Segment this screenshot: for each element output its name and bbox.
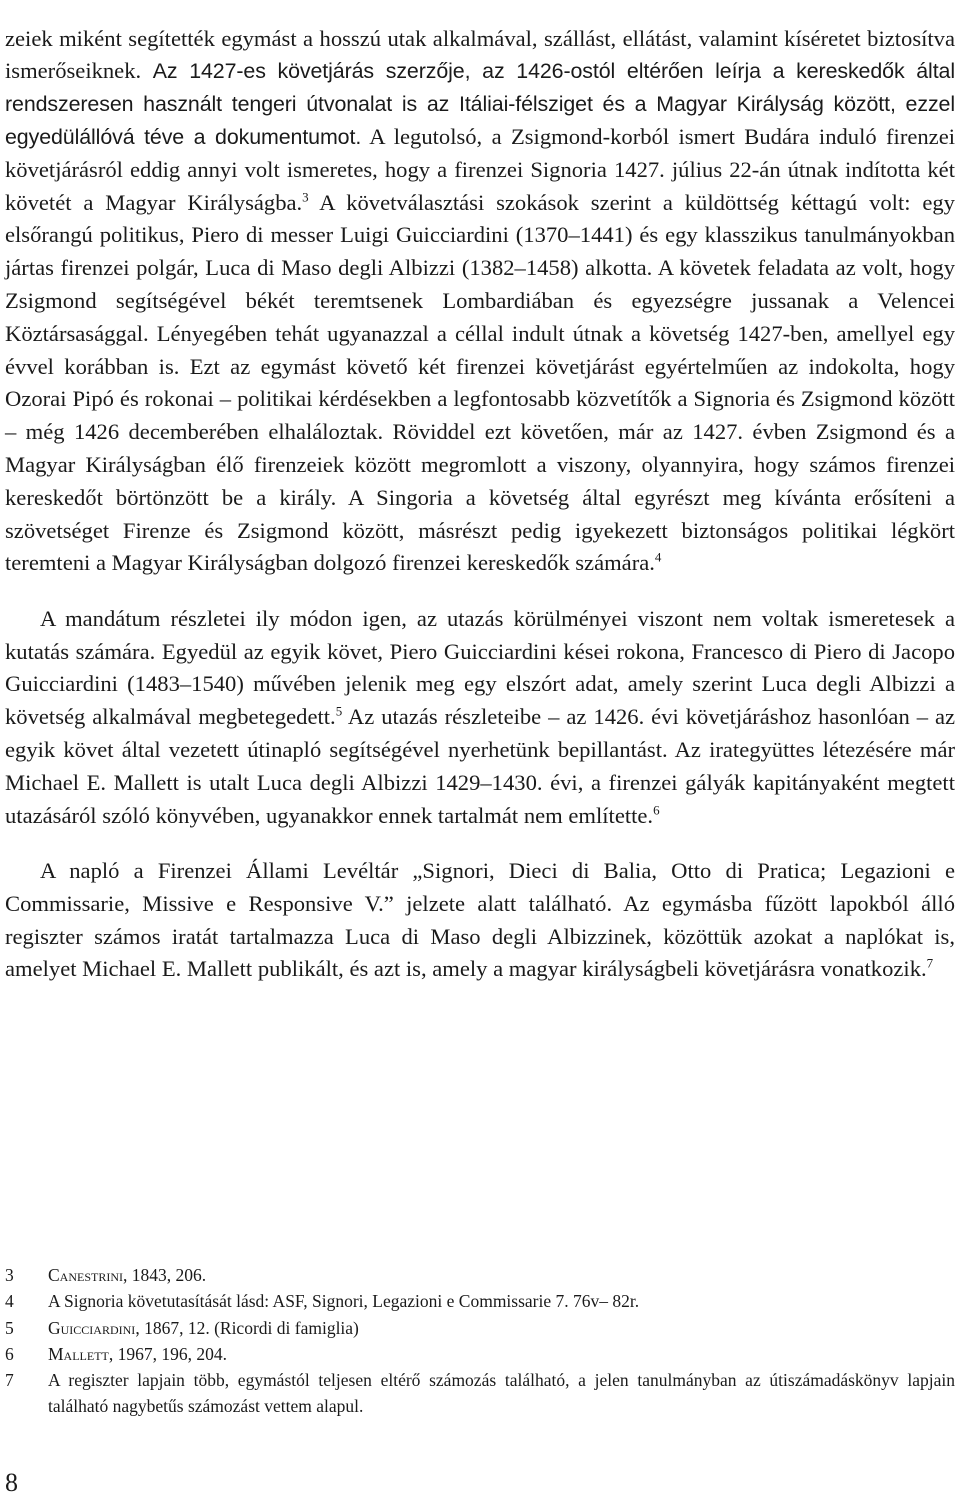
footnote-text xyxy=(48,1262,955,1288)
footnote xyxy=(5,1315,955,1341)
footnote-number: 4 xyxy=(5,1291,14,1312)
footnote-ref: 4 xyxy=(654,549,662,565)
footnote xyxy=(5,1262,955,1288)
text-run: A napló a Firenzei Állami Levéltár „Signori, Dieci di Balia, Otto di Pratica; Legazioni e Commissarie, Missive e Responsive V.” jelzete alatt található. Az egymásba fűzött lapokból álló regiszter számos iratát tartalmazza Luca di Maso degli Albizzinek, közöttük azokat a naplókat is, amelyet Michael E. Mallett publikált, és azt is, amely a magyar királyságbeli követjárásra vonatkozik. xyxy=(5,857,955,982)
footnote-text-run: , 1867, 12. (Ricordi di famiglia) xyxy=(135,1317,359,1338)
text-run: zeiek miként segítették egymást a hosszú utak alkalmával, szállást, ellátást, valamint kíséretet biztosítva ismerőseiknek. xyxy=(5,25,955,84)
text-run: A követválasztási szokások szerint a küldöttség kéttagú volt: egy elsőrangú politikus, Piero di messer Luigi Guicciardini (1370–1441) és egy klasszikus tanulmányokban jártas firenzei polgár, Luca di Maso degli Albizzi (1382–1458) alkotta. A követek feladata az volt, hogy Zsigmond segítségével békét teremtsenek Lombardiában és egyezségre jussanak a Velencei Köztársasággal. Lényegében tehát ugyanazzal a céllal indult útnak a követség 1427-ben, amellyel egy évvel korábban is. Ezt az egymást követő két firenzei követjárást egyértelműen az indokolta, hogy Ozorai Pipó és rokonai – politikai kérdésekben a legfontosabb közvetítők a Signoria és Zsigmond között – még 1426 decemberében elhaláloztak. Röviddel ezt követően, már az 1427. évben Zsigmond és a Magyar Királyságban élő firenzeiek között megromlott a viszony, olyannyira, hogy számos firenzei kereskedőt börtönzött be a király. A Singoria a követség által egyrészt meg kívánta erősíteni a szövetséget Firenze és Zsigmond között, másrészt pedig igyekezett biztonságos politikai légkört teremteni a Magyar Királyságban dolgozó firenzei kereskedők számára. xyxy=(5,189,955,576)
footnote-text xyxy=(48,1367,955,1420)
footnote xyxy=(5,1367,955,1420)
footnotes xyxy=(5,1262,955,1420)
footnote-number: 5 xyxy=(5,1317,14,1338)
paragraph xyxy=(5,23,955,581)
footnote-text xyxy=(48,1315,955,1341)
body-text xyxy=(5,23,955,987)
footnote-text xyxy=(48,1341,955,1367)
page-number: 8 xyxy=(5,1468,18,1497)
footnote-ref: 5 xyxy=(335,703,343,719)
footnote-ref: 7 xyxy=(926,955,934,971)
footnote-text-run: A Signoria követutasítását lásd: ASF, Signori, Legazioni e Commissarie 7. 76v– 82r. xyxy=(48,1291,640,1312)
author-name: Mallett xyxy=(48,1343,109,1364)
footnote xyxy=(5,1288,955,1314)
footnote xyxy=(5,1341,955,1367)
footnote-text xyxy=(48,1288,955,1314)
author-name: Guicciardini xyxy=(48,1317,136,1338)
author-name: Canestrini xyxy=(48,1265,124,1285)
footnote-text-run: A regiszter lapjain több, egymástól teljesen eltérő számozás található, a jelen tanulmányban az útiszámadáskönyv lapjain található nagybetűs számozást vettem alapul. xyxy=(48,1370,955,1417)
footnote-ref: 6 xyxy=(653,801,660,817)
document-page xyxy=(5,0,955,1009)
footnote-text-run: , 1843, 206. xyxy=(123,1265,207,1285)
text-run: A mandátum részletei ily módon igen, az utazás körülményei viszont nem voltak ismeretesek a kutatás számára. Egyedül az egyik követ, Piero Guicciardini kései rokona, Francesco di Piero di Jacopo Guicciardini (1483–1540) művében jelenik meg egy elszórt adat, amely szerint Luca degli Albizzi a követség alkalmával megbetegedett. xyxy=(5,605,955,730)
footnote-ref: 3 xyxy=(302,189,309,205)
text-run: Az 1427-es követjárás szerzője, az 1426-ostól eltérően leírja a kereskedők által rendszeresen használt tengeri útvonalat is az Itáliai-félsziget és a Magyar Királyság között, ezzel egyedülállóvá téve a dokumentumot. xyxy=(5,59,956,149)
text-run: Az utazás részleteibe – az 1426. évi követjáráshoz hasonlóan – az egyik követ által vezetett útinapló segítségével nyerhetünk bepillantást. Az irategyüttes létezésére már Michael E. Mallett is utalt Luca degli Albizzi 1429–1430. évi, a firenzei gályák kapitányaként megtett utazásáról szóló könyvében, ugyanakkor ennek tartalmát nem említette. xyxy=(5,704,956,828)
footnote-number: 3 xyxy=(5,1265,14,1285)
text-run: A legutolsó, a Zsigmond-korból ismert Budára induló firenzei követjárásról eddig annyi volt ismeretes, hogy a firenzei Signoria 1427. július 22-án útnak indította két követét a Magyar Királyságba. xyxy=(5,123,956,215)
footnote-number: 7 xyxy=(5,1370,14,1391)
footnote-text-run: , 1967, 196, 204. xyxy=(108,1343,228,1364)
footnote-number: 6 xyxy=(5,1343,14,1364)
paragraph xyxy=(5,855,955,986)
paragraph xyxy=(5,603,955,833)
